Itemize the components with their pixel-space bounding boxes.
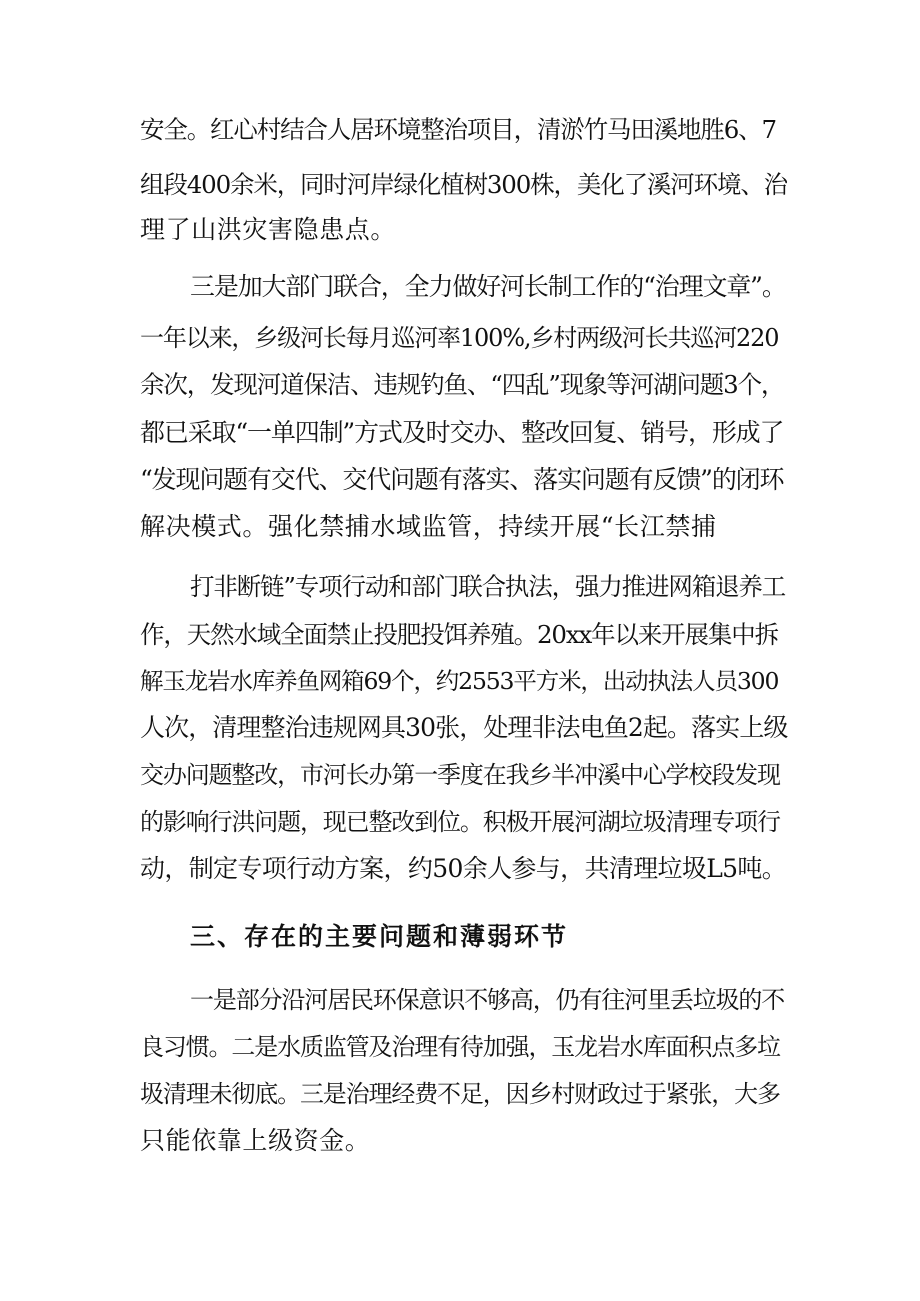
paragraph-line: 只能依靠上级资金。 xyxy=(140,1126,371,1155)
paragraph-line: 理了山洪灾害隐患点。 xyxy=(140,215,397,244)
paragraph-line: 的影响行洪问题，现已整改到位。积极开展河湖垃圾清理专项行 xyxy=(140,808,780,836)
paragraph-line: 安全。红心村结合人居环境整治项目，清淤竹马田溪地胜6、7 xyxy=(140,115,776,144)
paragraph-line: 动，制定专项行动方案，约50余人参与，共清理垃圾L5吨。 xyxy=(140,854,787,883)
paragraph-line: 解决模式。强化禁捕水域监管，持续开展“长江禁捕 xyxy=(140,512,717,541)
paragraph-line: 交办问题整改，市河长办第一季度在我乡半冲溪中心学校段发现 xyxy=(140,761,780,789)
paragraph-line: 组段400余米，同时河岸绿化植树300株，美化了溪河环境、治 xyxy=(140,170,788,199)
paragraph-line: 人次，清理整治违规网具30张，处理非法电鱼2起。落实上级 xyxy=(140,713,788,742)
paragraph-line: 良习惯。二是水质监管及治理有待加强，玉龙岩水库面积点多垃 xyxy=(140,1033,780,1061)
section-heading: 三、存在的主要问题和薄弱环节 xyxy=(190,922,569,951)
paragraph-line: 都已采取“一单四制”方式及时交办、整改回复、销号，形成了 xyxy=(140,418,784,447)
paragraph-line: “发现问题有交代、交代问题有落实、落实问题有反馈”的闭环 xyxy=(140,465,784,494)
paragraph-line: 一是部分沿河居民环保意识不够高，仍有往河里丢垃圾的不 xyxy=(190,986,785,1014)
paragraph-line: 作，天然水域全面禁止投肥投饵养殖。20xx年以来开展集中拆 xyxy=(140,620,778,649)
paragraph-line: 三是加大部门联合，全力做好河长制工作的“治理文章”。 xyxy=(190,272,786,301)
paragraph-line: 一年以来，乡级河长每月巡河率100%,乡村两级河长共巡河220 xyxy=(140,324,779,352)
paragraph-line: 余次，发现河道保洁、违规钓鱼、“四乱”现象等河湖问题3个， xyxy=(140,370,785,399)
paragraph-line: 圾清理未彻底。三是治理经费不足，因乡村财政过于紧张，大多 xyxy=(140,1080,780,1108)
paragraph-line: 解玉龙岩水库养鱼网箱69个，约2553平方米，出动执法人员300 xyxy=(140,667,779,695)
paragraph-line: 打非断链”专项行动和部门联合执法，强力推进网箱退养工 xyxy=(190,572,786,601)
